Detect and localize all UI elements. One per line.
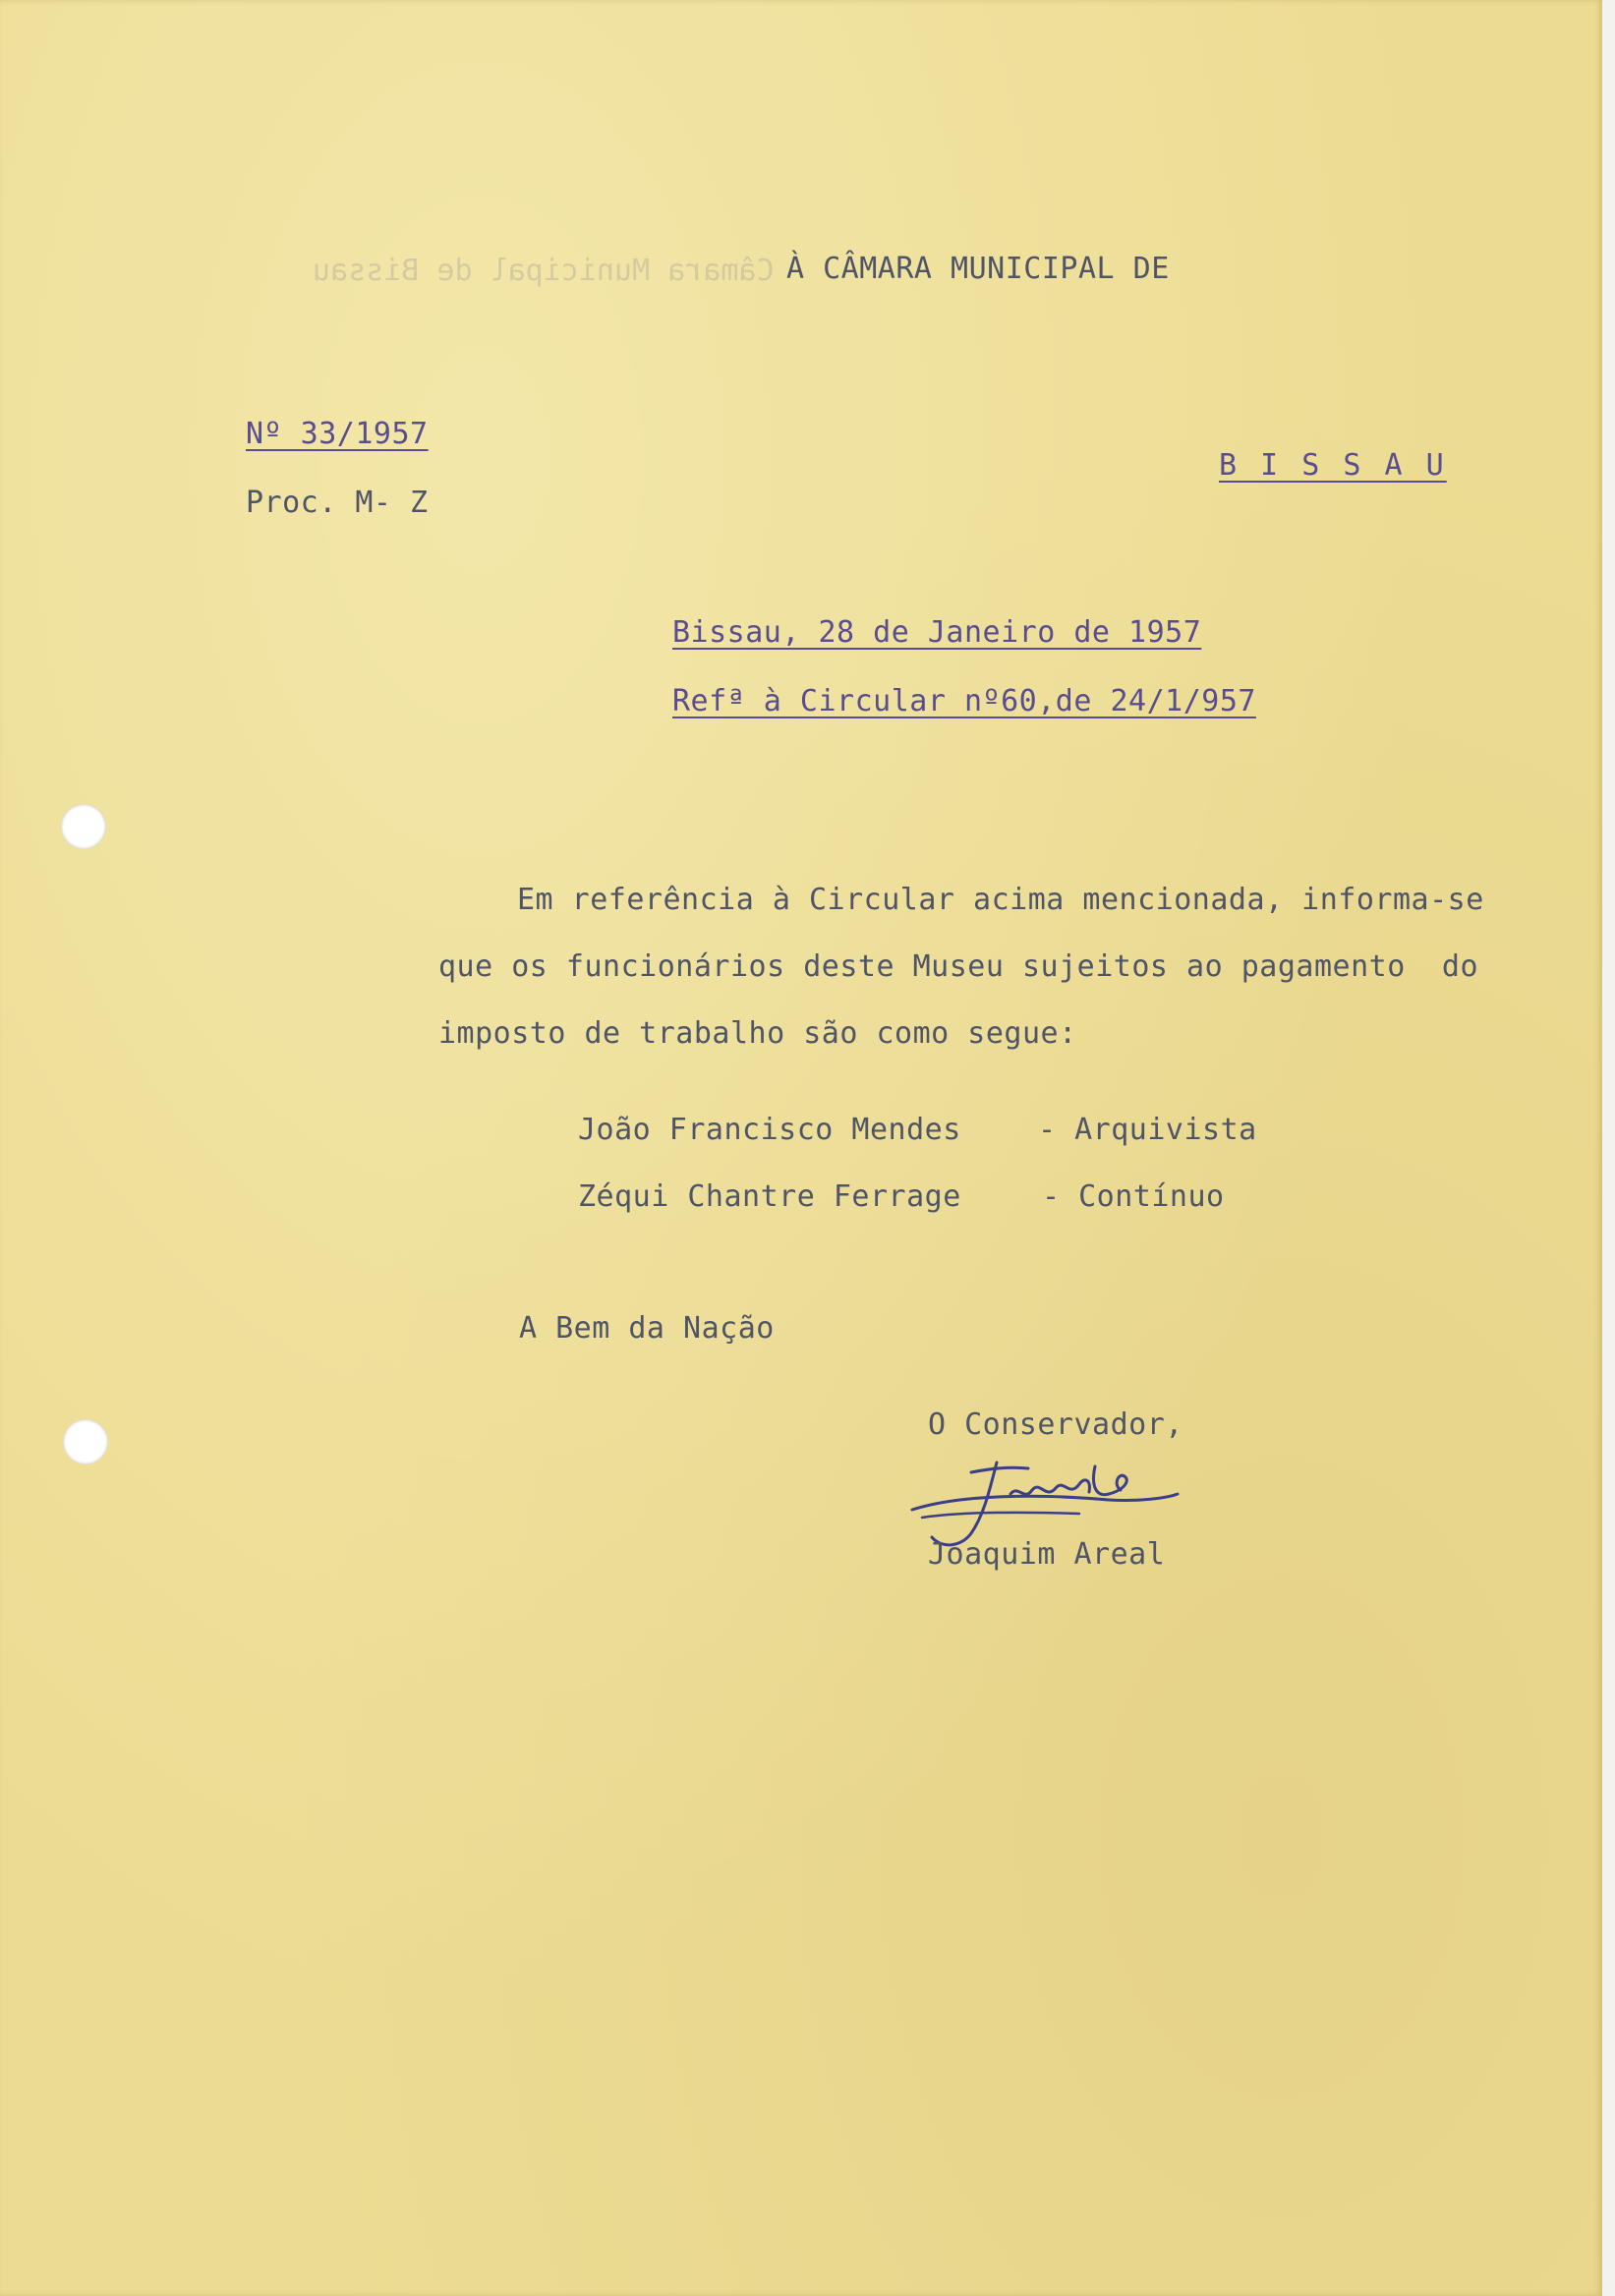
staff-name: João Francisco Mendes xyxy=(578,1113,961,1147)
circular-reference: Refª à Circular nº60,de 24/1/957 xyxy=(672,684,1256,718)
date-line: Bissau, 28 de Janeiro de 1957 xyxy=(672,615,1202,650)
process-reference: Proc. M- Z xyxy=(246,486,429,520)
page-edge xyxy=(1602,0,1615,2296)
addressee-line: À CÂMARA MUNICIPAL DE xyxy=(786,252,1170,286)
closing-salutation: A Bem da Nação xyxy=(519,1311,775,1346)
signatory-name: Joaquim Areal xyxy=(928,1537,1166,1572)
staff-name: Zéqui Chantre Ferrage xyxy=(578,1179,961,1214)
body-line: imposto de trabalho são como segue: xyxy=(438,1016,1077,1051)
city-heading: B I S S A U xyxy=(1219,448,1447,483)
document-number: Nº 33/1957 xyxy=(246,417,429,451)
staff-role: - Contínuo xyxy=(1042,1179,1225,1214)
punch-hole xyxy=(61,804,106,849)
body-line: Em referência à Circular acima mencionada, informa-se xyxy=(517,883,1484,917)
body-line: que os funcionários deste Museu sujeitos ao pagamento do xyxy=(438,949,1479,984)
punch-hole xyxy=(63,1419,108,1464)
signatory-title: O Conservador, xyxy=(928,1407,1183,1442)
staff-role: - Arquivista xyxy=(1038,1113,1257,1147)
mirrored-ghost-text: Câmara Municipal de Bissau xyxy=(313,254,775,288)
